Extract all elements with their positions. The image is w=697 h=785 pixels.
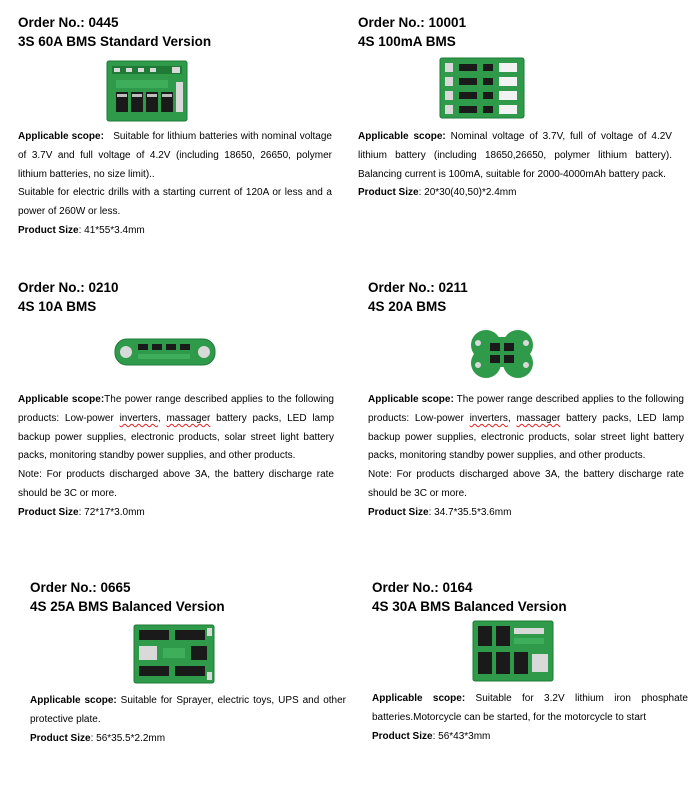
product-card-0210 xyxy=(18,278,334,316)
size-label: Product Size xyxy=(368,506,429,518)
product-title: 4S 20A BMS xyxy=(368,299,447,314)
product-title: 3S 60A BMS Standard Version xyxy=(18,34,212,49)
product-description-0210: Applicable scope:The power range described applies to the following products: Low-power inverters, massager battery packs, LED lamp backup power supplies, electronic products, solar street light battery packs, monitoring standby power supplies, and other products. Note: For products discharged above 3A, the battery discharge rate should be 3C or more. Product Size: 72*17*3.0mm xyxy=(18,394,334,518)
note-text: Note: For products discharged above 3A, the battery discharge rate should be 3C or more. xyxy=(18,469,334,499)
product-description-0665 xyxy=(30,692,346,748)
size-label: Product Size xyxy=(358,187,419,199)
order-number: Order No.: 0665 xyxy=(30,580,131,595)
extra-text: Suitable for electric drills with a starting current of 120A or less and a power of 260W or less. xyxy=(18,187,332,218)
product-title: 4S 25A BMS Balanced Version xyxy=(30,599,225,614)
scope-label: Applicable scope: xyxy=(18,394,105,405)
size-value: : 41*55*3.4mm xyxy=(78,224,145,236)
scope-text: Suitable for lithium batteries with nominal voltage of 3.7V and full voltage of 4.2V (including 18650, 26650, polymer lithium batteries, no size limit).. xyxy=(18,131,332,180)
product-card-0665 xyxy=(30,578,346,616)
order-number: Order No.: 0211 xyxy=(368,280,468,295)
scope-text: Suitable for Sprayer, electric toys, UPS and other protective plate. xyxy=(30,695,347,725)
order-number: Order No.: 0164 xyxy=(372,580,473,595)
scope-label: Applicable scope: xyxy=(372,693,466,704)
order-number: Order No.: 0210 xyxy=(18,280,119,295)
product-image-0211 xyxy=(466,323,538,381)
scope-label: Applicable scope: xyxy=(30,695,117,706)
size-value: : 20*30(40,50)*2.4mm xyxy=(418,187,517,199)
product-description-0164 xyxy=(372,690,688,746)
product-description-10001 xyxy=(358,128,672,203)
product-description-0211: Applicable scope: The power range described applies to the following products: Low-power inverters, massager battery packs, LED lamp backup power supplies, electronic products, solar street light battery packs, monitoring standby power supplies, and other products. Note: For products discharged above 3A, the battery discharge rate should be 3C or more. Product Size: 34.7*35.5*3.6mm xyxy=(368,394,684,518)
scope-text: Suitable for 3.2V lithium iron phosphate batteries.Motorcycle can be started, for the motorcycle to start xyxy=(372,693,688,723)
size-value: : 34.7*35.5*3.6mm xyxy=(428,506,512,518)
order-number: Order No.: 10001 xyxy=(358,15,467,30)
size-label: Product Size xyxy=(30,732,91,744)
note-text: Note: For products discharged above 3A, the battery discharge rate should be 3C or more. xyxy=(368,469,684,499)
product-card-0164 xyxy=(372,578,688,616)
product-image-10001 xyxy=(439,57,525,119)
scope-label: Applicable scope: xyxy=(368,394,454,405)
product-title: 4S 10A BMS xyxy=(18,299,97,314)
size-value: : 56*43*3mm xyxy=(432,730,491,742)
scope-label: Applicable scope: xyxy=(18,131,104,142)
product-title: 4S 30A BMS Balanced Version xyxy=(372,599,567,614)
product-card-0445 xyxy=(18,13,334,51)
product-image-0164 xyxy=(472,620,554,682)
product-image-0445 xyxy=(106,60,188,122)
product-title: 4S 100mA BMS xyxy=(358,34,456,49)
product-image-0665 xyxy=(133,624,215,684)
product-image-0210 xyxy=(114,338,216,366)
size-label: Product Size xyxy=(18,506,79,518)
scope-text: Nominal voltage of 3.7V, full of voltage of 4.2V lithium battery (including 18650,26650, polymer lithium battery). Balancing current is 100mA, suitable for 2000-4000mAh battery pack. xyxy=(358,131,672,180)
scope-label: Applicable scope: xyxy=(358,131,446,142)
product-card-0211 xyxy=(368,278,684,316)
product-description-0445 xyxy=(18,128,332,241)
product-card-10001 xyxy=(358,13,674,51)
size-value: : 56*35.5*2.2mm xyxy=(90,732,166,744)
size-label: Product Size xyxy=(18,224,79,236)
size-label: Product Size xyxy=(372,730,433,742)
order-number: Order No.: 0445 xyxy=(18,15,119,30)
size-value: : 72*17*3.0mm xyxy=(78,506,145,518)
